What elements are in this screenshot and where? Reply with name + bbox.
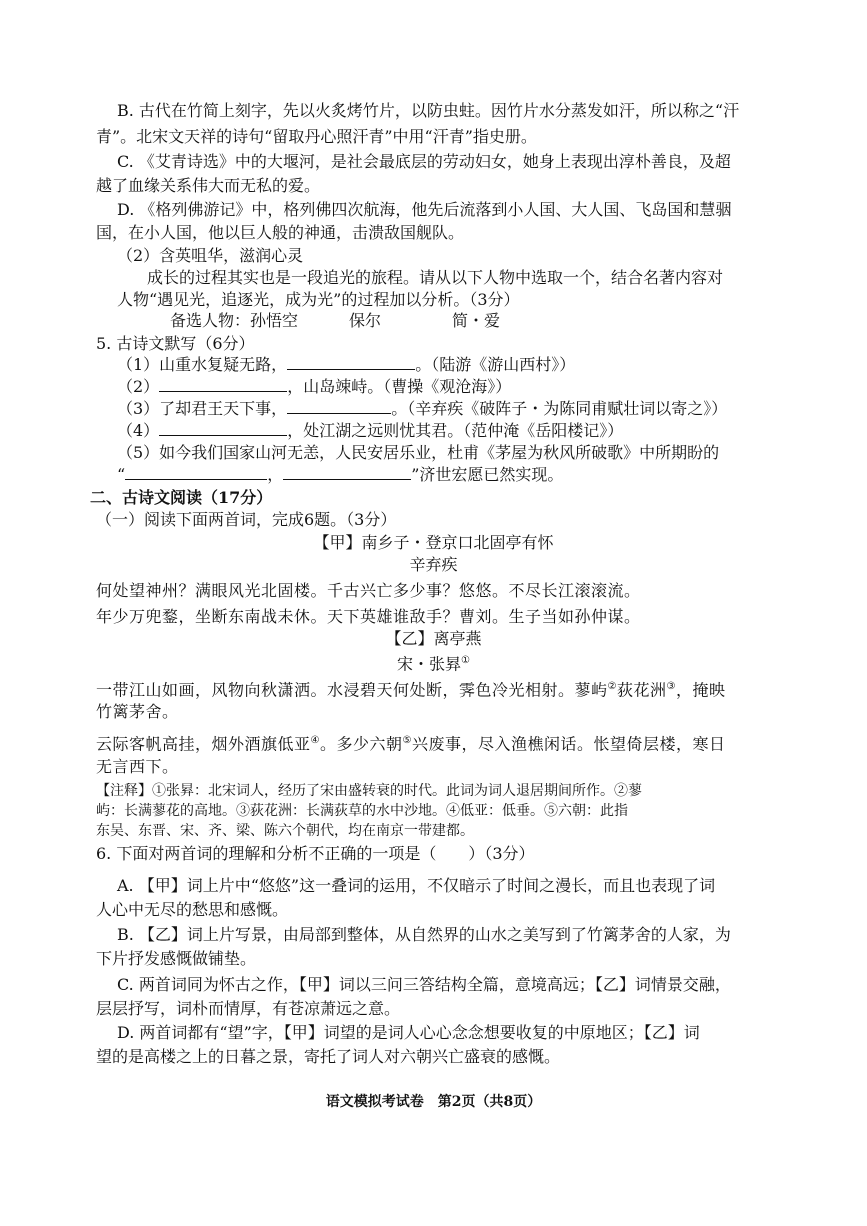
- q5-item2: （2） ，山岛竦峙。（曹操《观沧海》）: [117, 377, 512, 396]
- q6-option-a-line2: 人心中无尽的愁思和感慨。: [96, 900, 289, 919]
- poem-b-author: 宋・张昪①: [397, 654, 470, 674]
- poem-b-line3: 云际客帆高挂，烟外酒旗低亚④。多少六朝⑤兴废事，尽入渔樵闲话。怅望倚层楼，寒日: [96, 734, 726, 754]
- question-6-title: 6. 下面对两首词的理解和分析不正确的一项是（ ）（3分）: [96, 844, 535, 863]
- poem-b-title: 【乙】离亭燕: [385, 629, 482, 648]
- answer-blank[interactable]: [283, 465, 411, 480]
- q5-item3: （3）了却君王天下事， 。（辛弃疾《破阵子・为陈同甫赋壮词以寄之》）: [117, 399, 728, 418]
- notes-line1: 【注释】①张昪：北宋词人，经历了宋由盛转衰的时代。此词为词人退居期间所作。②蓼: [96, 783, 642, 799]
- option-d-line1: D. 《格列佛游记》中，格列佛四次航海，他先后流落到小人国、大人国、飞岛国和慧骃: [117, 200, 732, 219]
- q6-option-b-line1: B. 【乙】词上片写景，由局部到整体，从自然界的山水之美写到了竹篱茅舍的人家，为: [117, 925, 731, 944]
- q6-option-b-line2: 下片抒发感慨做铺垫。: [96, 949, 257, 968]
- subsection-1-title: （一）阅读下面两首词，完成6题。（3分）: [96, 510, 397, 529]
- q6-option-d-line1: D. 两首词都有“望”字，【甲】词望的是词人心心念念想要收复的中原地区；【乙】词: [117, 1023, 700, 1042]
- poem-a-author: 辛弃疾: [409, 555, 458, 574]
- option-c-line2: 越了血缘关系伟大而无私的爱。: [96, 176, 321, 195]
- q5-item5-line1: （5）如今我们国家山河无恙，人民安居乐业，杜甫《茅屋为秋风所破歌》中所期盼的: [117, 443, 720, 462]
- prompt-line1: 成长的过程其实也是一段追光的旅程。请从以下人物中选取一个，结合名著内容对: [147, 268, 724, 287]
- q6-option-a-line1: A. 【甲】词上片中“悠悠”这一叠词的运用，不仅暗示了时间之漫长，而且也表现了词: [117, 876, 716, 895]
- question-5-title: 5. 古诗文默写（6分）: [96, 334, 255, 353]
- poem-a-line1: 何处望神州？满眼风光北固楼。千古兴亡多少事？悠悠。不尽长江滚滚流。: [96, 581, 641, 600]
- answer-blank[interactable]: [287, 355, 415, 370]
- poem-a-line2: 年少万兜鍪，坐断东南战未休。天下英雄谁敌手？曹刘。生子当如孙仲谋。: [96, 607, 641, 626]
- notes-line2: 屿：长满蓼花的高地。③荻花洲：长满荻草的水中沙地。④低亚：低垂。⑤六朝：此指: [96, 803, 628, 819]
- q5-item1: （1）山重水复疑无路， 。（陆游《游山西村》）: [117, 355, 576, 374]
- option-d-line2: 国，在小人国，他以巨人般的神通，击溃敌国舰队。: [96, 223, 465, 242]
- option-c-line1: C. 《艾青诗选》中的大堰河，是社会最底层的劳动妇女，她身上表现出淳朴善良，及超: [117, 152, 731, 171]
- answer-blank[interactable]: [159, 421, 287, 436]
- q6-option-d-line2: 望的是高楼之上的日暮之景，寄托了词人对六朝兴亡盛衰的感慨。: [96, 1047, 561, 1066]
- candidate-label: 备选人物：孙悟空: [170, 311, 299, 330]
- q6-option-c-line1: C. 两首词同为怀古之作，【甲】词以三问三答结构全篇，意境高远；【乙】词情景交融，: [117, 975, 731, 994]
- notes-line3: 东吴、东晋、宋、齐、梁、陈六个朝代，均在南京一带建都。: [96, 823, 474, 839]
- q6-option-c-line2: 层层抒写，词朴而情厚，有苍凉萧远之意。: [96, 999, 401, 1018]
- page-footer: 语文模拟考试卷 第2页（共8页）: [325, 1094, 542, 1110]
- answer-blank[interactable]: [125, 465, 267, 480]
- option-b-line2: 青”。北宋文天祥的诗句“留取丹心照汗青”中用“汗青”指史册。: [96, 127, 537, 146]
- q5-item4: （4） ，处江湖之远则忧其君。（范仲淹《岳阳楼记》）: [117, 421, 624, 440]
- poem-b-line2: 竹篱茅舍。: [96, 702, 179, 721]
- poem-b-line1: 一带江山如画，风物向秋潇洒。水浸碧天何处断，霁色冷光相射。蓼屿②荻花洲③，掩映: [96, 680, 726, 700]
- answer-blank[interactable]: [159, 377, 287, 392]
- option-b-line1: B. 古代在竹简上刻字，先以火炙烤竹片，以防虫蛀。因竹片水分蒸发如汗，所以称之“汗: [117, 101, 740, 120]
- candidate-3: 简・爱: [452, 311, 501, 330]
- answer-blank[interactable]: [287, 399, 391, 414]
- section-2-title: 二、古诗文阅读（17分）: [90, 488, 273, 507]
- q5-item5-line2: “ ， ”济世宏愿已然实现。: [117, 465, 564, 484]
- subsection-2-title: （2）含英咀华，滋润心灵: [117, 246, 304, 265]
- poem-a-title: 【甲】南乡子・登京口北固亭有怀: [313, 533, 554, 552]
- poem-b-line4: 无言西下。: [96, 757, 179, 776]
- candidate-2: 保尔: [349, 311, 382, 330]
- prompt-line2: 人物“遇见光，追逐光，成为光”的过程加以分析。（3分）: [117, 290, 520, 309]
